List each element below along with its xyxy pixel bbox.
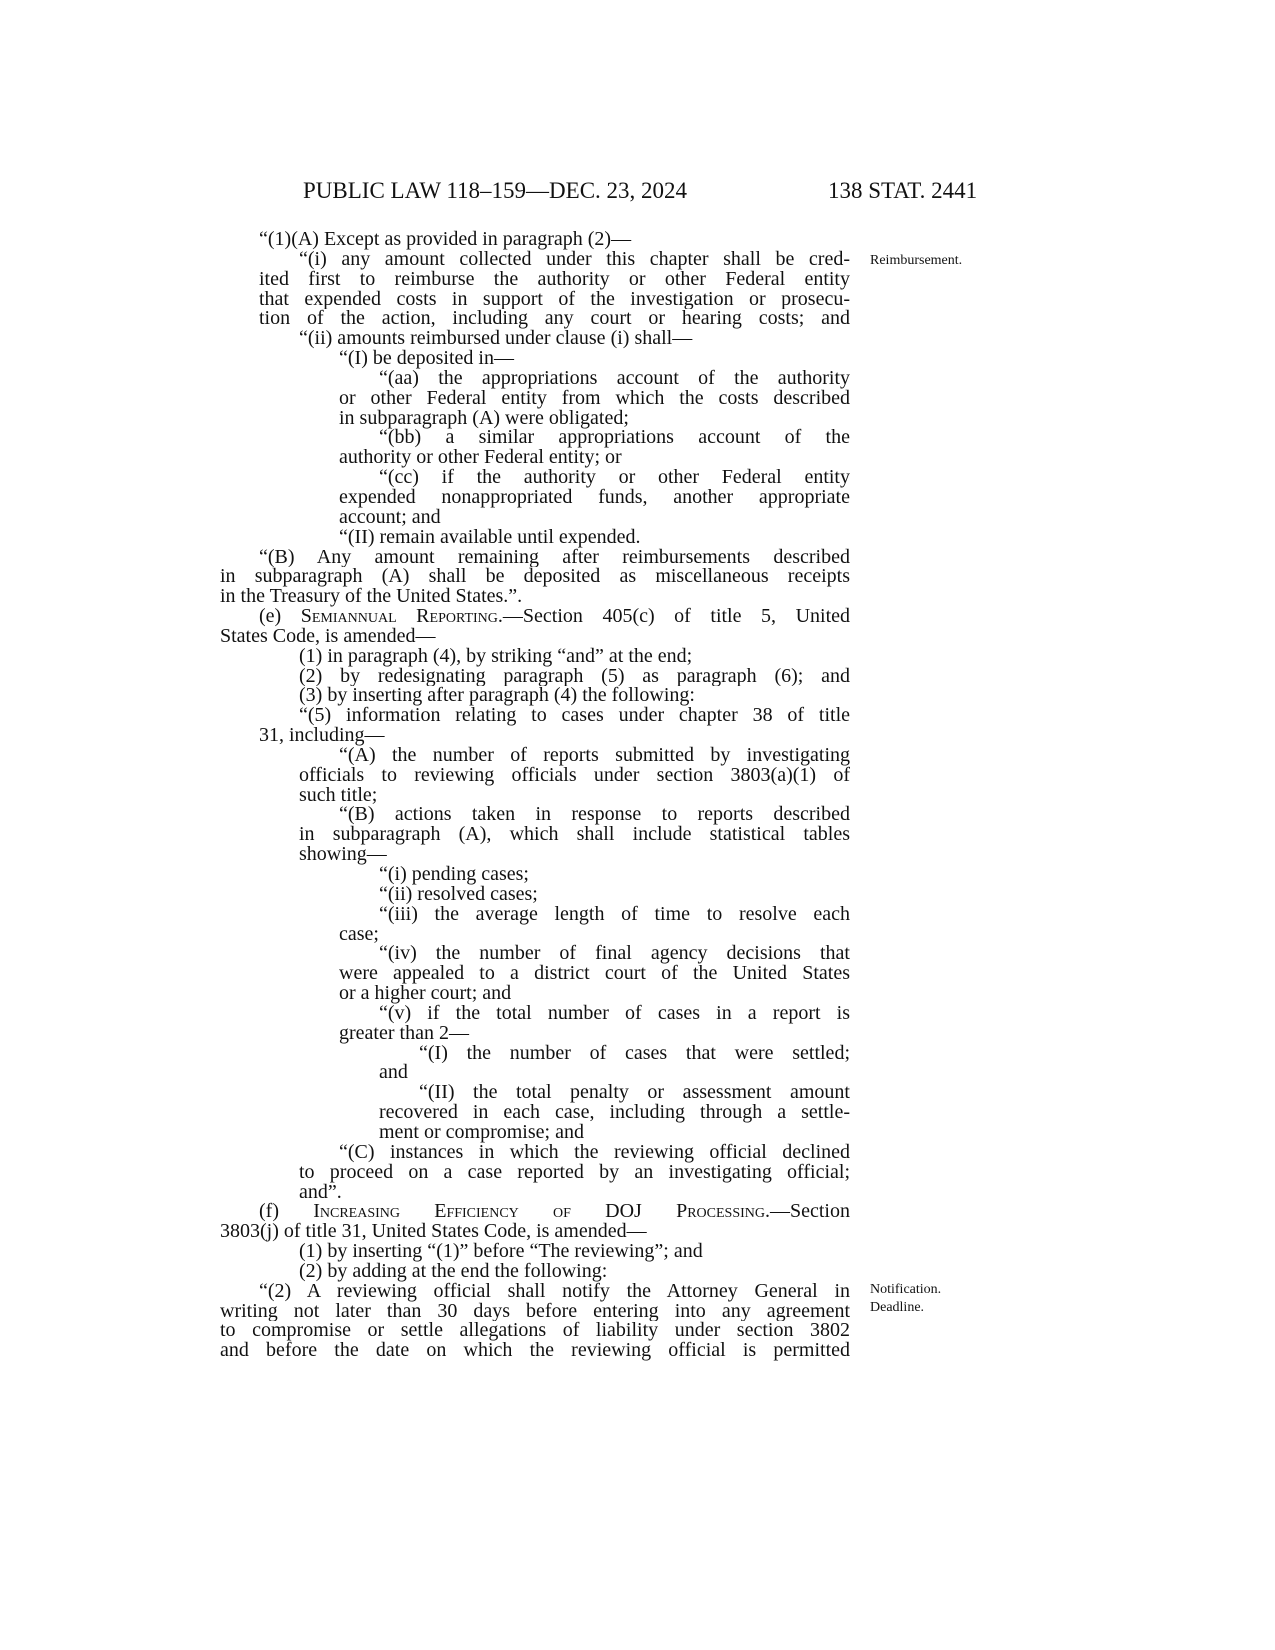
text-line: 31, including— xyxy=(259,724,385,747)
text-line: and”. xyxy=(299,1180,342,1203)
text-line: in subparagraph (A), which shall include statistical tables xyxy=(299,825,850,846)
text-line: “(II) remain available until expended. xyxy=(339,525,641,548)
text-line: “(B) actions taken in response to reports described xyxy=(339,805,850,826)
text-line: authority or other Federal entity; or xyxy=(339,446,622,469)
text-line: ment or compromise; and xyxy=(379,1120,584,1143)
text-line: tion of the action, including any court or hearing costs; and xyxy=(259,309,850,330)
text-line: “(I) the number of cases that were settled; xyxy=(419,1043,850,1064)
text-line: greater than 2— xyxy=(339,1021,469,1044)
text-line: (1) in paragraph (4), by striking “and” at the end; xyxy=(299,644,693,667)
text-line: in subparagraph (A) were obligated; xyxy=(339,406,629,429)
text-line: account; and xyxy=(339,505,441,528)
text-line: (1) by inserting “(1)” before “The reviewing”; and xyxy=(299,1240,703,1263)
text-line: showing— xyxy=(299,843,387,866)
running-header-title: PUBLIC LAW 118–159—DEC. 23, 2024 xyxy=(303,178,688,203)
text-line: “(5) information relating to cases under chapter 38 of title xyxy=(299,706,850,727)
text-line: to compromise or settle allegations of liability under section 3802 xyxy=(220,1321,850,1342)
text-line: “(cc) if the authority or other Federal entity xyxy=(379,468,850,488)
text-line xyxy=(259,607,850,627)
text-line: to proceed on a case reported by an investigating official; xyxy=(299,1162,850,1183)
text-line: and xyxy=(379,1061,408,1084)
text-line: in subparagraph (A) shall be deposited as miscellaneous receipts xyxy=(220,567,850,588)
text-line: “(aa) the appropriations account of the authority xyxy=(379,368,850,389)
line-segment: .—Section 405(c) of title 5, United xyxy=(497,607,850,627)
text-line: were appealed to a district court of the United States xyxy=(339,964,850,985)
text-line: “(i) any amount collected under this chapter shall be cred- xyxy=(299,249,850,270)
text-line: “(iii) the average length of time to resolve each xyxy=(379,904,850,925)
text-line: (2) by redesignating paragraph (5) as paragraph (6); and xyxy=(299,666,850,687)
section-heading: Semiannual Reporting xyxy=(300,607,498,627)
text-line: such title; xyxy=(299,783,378,806)
text-line: “(A) the number of reports submitted by investigating xyxy=(339,745,850,766)
margin-note-reimbursement: Reimbursement. xyxy=(870,253,963,268)
text-line: officials to reviewing officials under section 3803(a)(1) of xyxy=(299,765,850,786)
text-line: or other Federal entity from which the costs described xyxy=(339,388,850,409)
text-line: and before the date on which the reviewing official is permitted xyxy=(220,1341,850,1362)
line-segment: (f) xyxy=(259,1202,314,1223)
text-line: “(I) be deposited in— xyxy=(339,347,514,370)
text-line: in the Treasury of the United States.”. xyxy=(220,585,523,608)
text-line: “(1)(A) Except as provided in paragraph (2)— xyxy=(259,228,632,250)
text-line: “(2) A reviewing official shall notify the Attorney General in xyxy=(259,1281,850,1302)
running-header-page: 138 STAT. 2441 xyxy=(828,178,978,203)
statute-text xyxy=(220,230,850,1361)
line-segment: .—Section xyxy=(765,1202,850,1223)
text-line: that expended costs in support of the investigation or prosecu- xyxy=(259,289,850,310)
text-line: “(i) pending cases; xyxy=(379,863,529,885)
text-line: (3) by inserting after paragraph (4) the following: xyxy=(299,684,695,707)
section-heading: Increasing Efficiency of DOJ Processing xyxy=(313,1202,765,1223)
text-line: “(B) Any amount remaining after reimbursements described xyxy=(259,547,850,568)
text-line: 3803(j) of title 31, United States Code, is amended— xyxy=(220,1220,647,1243)
text-line: writing not later than 30 days before entering into any agreement xyxy=(220,1301,850,1322)
line-segment: (e) xyxy=(259,607,301,627)
text-line: case; xyxy=(339,922,379,945)
text-line: States Code, is amended— xyxy=(220,624,436,647)
text-line: “(ii) amounts reimbursed under clause (i) shall— xyxy=(299,327,693,350)
text-line: “(iv) the number of final agency decisions that xyxy=(379,944,850,965)
text-line: “(II) the total penalty or assessment amount xyxy=(419,1083,850,1104)
text-line: (2) by adding at the end the following: xyxy=(299,1259,608,1282)
margin-note-deadline: Deadline. xyxy=(870,1300,925,1315)
text-line: “(v) if the total number of cases in a report is xyxy=(379,1003,850,1024)
text-line: expended nonappropriated funds, another appropriate xyxy=(339,487,850,508)
text-line: ited first to reimburse the authority or other Federal entity xyxy=(259,269,850,290)
text-line: “(ii) resolved cases; xyxy=(379,882,538,905)
text-line: “(bb) a similar appropriations account of the xyxy=(379,428,850,449)
text-line: “(C) instances in which the reviewing official declined xyxy=(339,1142,850,1163)
text-line: recovered in each case, including through a settle- xyxy=(379,1103,850,1123)
margin-note-notification: Notification. xyxy=(870,1282,942,1297)
text-line: or a higher court; and xyxy=(339,982,512,1005)
